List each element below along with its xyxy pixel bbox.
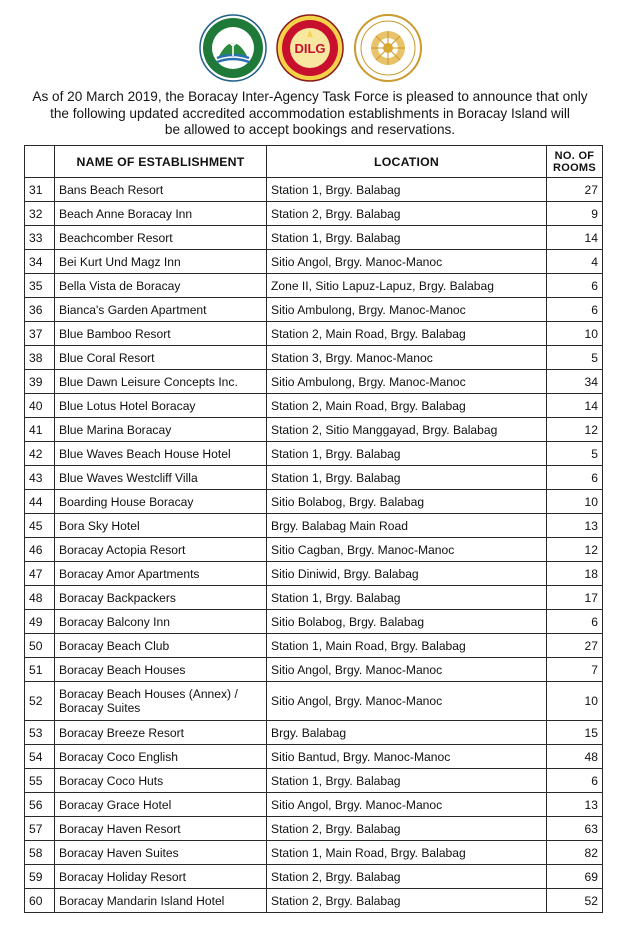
row-number: 59: [25, 865, 55, 889]
establishment-name: Bianca's Garden Apartment: [55, 298, 267, 322]
establishment-name: Blue Lotus Hotel Boracay: [55, 394, 267, 418]
room-count: 6: [547, 298, 603, 322]
table-row: [25, 370, 603, 394]
row-number: 57: [25, 817, 55, 841]
room-count: 5: [547, 346, 603, 370]
row-number: 54: [25, 745, 55, 769]
table-row: [25, 418, 603, 442]
establishment-location: Station 1, Brgy. Balabag: [267, 442, 547, 466]
establishment-location: Station 1, Brgy. Balabag: [267, 769, 547, 793]
table-row: [25, 538, 603, 562]
room-count: 63: [547, 817, 603, 841]
table-row: [25, 634, 603, 658]
establishment-location: Station 2, Sitio Manggayad, Brgy. Balabag: [267, 418, 547, 442]
room-count: 6: [547, 466, 603, 490]
dot-seal-icon: [354, 14, 422, 82]
establishment-name: Boracay Coco English: [55, 745, 267, 769]
room-count: 34: [547, 370, 603, 394]
table-row: [25, 793, 603, 817]
room-count: 13: [547, 514, 603, 538]
establishment-name: Boracay Amor Apartments: [55, 562, 267, 586]
establishment-name: Boracay Actopia Resort: [55, 538, 267, 562]
room-count: 52: [547, 889, 603, 913]
establishment-location: Station 2, Brgy. Balabag: [267, 889, 547, 913]
establishment-location: Station 2, Main Road, Brgy. Balabag: [267, 322, 547, 346]
establishment-location: Station 2, Brgy. Balabag: [267, 865, 547, 889]
row-number: 60: [25, 889, 55, 913]
establishment-location: Zone II, Sitio Lapuz-Lapuz, Brgy. Balabag: [267, 274, 547, 298]
establishment-name: Blue Bamboo Resort: [55, 322, 267, 346]
establishment-location: Station 2, Brgy. Balabag: [267, 817, 547, 841]
room-count: 10: [547, 490, 603, 514]
announcement-line: As of 20 March 2019, the Boracay Inter-Agency Task Force is pleased to announce that only: [32, 89, 588, 104]
establishment-name: Boracay Haven Resort: [55, 817, 267, 841]
establishment-location: Brgy. Balabag: [267, 721, 547, 745]
table-row: [25, 745, 603, 769]
row-number: 56: [25, 793, 55, 817]
row-number: 35: [25, 274, 55, 298]
header-name: NAME OF ESTABLISHMENT: [55, 146, 267, 178]
establishment-location: Station 1, Brgy. Balabag: [267, 466, 547, 490]
establishments-table: [24, 145, 603, 913]
room-count: 82: [547, 841, 603, 865]
establishment-location: Sitio Bolabog, Brgy. Balabag: [267, 610, 547, 634]
row-number: 50: [25, 634, 55, 658]
announcement-text: [14, 89, 606, 139]
room-count: 12: [547, 418, 603, 442]
svg-text:DILG: DILG: [294, 41, 326, 56]
row-number: 43: [25, 466, 55, 490]
row-number: 39: [25, 370, 55, 394]
table-row: [25, 202, 603, 226]
room-count: 69: [547, 865, 603, 889]
row-number: 34: [25, 250, 55, 274]
room-count: 14: [547, 226, 603, 250]
row-number: 42: [25, 442, 55, 466]
establishment-location: Sitio Ambulong, Brgy. Manoc-Manoc: [267, 370, 547, 394]
establishment-name: Blue Dawn Leisure Concepts Inc.: [55, 370, 267, 394]
establishment-name: Bella Vista de Boracay: [55, 274, 267, 298]
establishment-location: Sitio Angol, Brgy. Manoc-Manoc: [267, 793, 547, 817]
establishment-location: Station 1, Main Road, Brgy. Balabag: [267, 634, 547, 658]
row-number: 55: [25, 769, 55, 793]
room-count: 6: [547, 274, 603, 298]
table-row: [25, 721, 603, 745]
row-number: 47: [25, 562, 55, 586]
row-number: 49: [25, 610, 55, 634]
room-count: 4: [547, 250, 603, 274]
room-count: 27: [547, 634, 603, 658]
establishment-location: Station 3, Brgy. Manoc-Manoc: [267, 346, 547, 370]
table-row: [25, 610, 603, 634]
establishment-name: Boracay Coco Huts: [55, 769, 267, 793]
establishment-name: Boracay Breeze Resort: [55, 721, 267, 745]
table-row: [25, 274, 603, 298]
establishment-name: Bora Sky Hotel: [55, 514, 267, 538]
establishment-location: Sitio Cagban, Brgy. Manoc-Manoc: [267, 538, 547, 562]
header-location: LOCATION: [267, 146, 547, 178]
room-count: 48: [547, 745, 603, 769]
table-row: [25, 442, 603, 466]
establishment-location: Station 1, Brgy. Balabag: [267, 586, 547, 610]
dilg-seal-icon: [276, 14, 344, 82]
establishment-location: Sitio Ambulong, Brgy. Manoc-Manoc: [267, 298, 547, 322]
establishment-name: Boracay Holiday Resort: [55, 865, 267, 889]
room-count: 14: [547, 394, 603, 418]
row-number: 46: [25, 538, 55, 562]
room-count: 5: [547, 442, 603, 466]
establishment-location: Station 2, Main Road, Brgy. Balabag: [267, 394, 547, 418]
table-row: [25, 466, 603, 490]
row-number: 36: [25, 298, 55, 322]
room-count: 18: [547, 562, 603, 586]
establishment-name: Boarding House Boracay: [55, 490, 267, 514]
establishment-name: Bei Kurt Und Magz Inn: [55, 250, 267, 274]
table-row: [25, 346, 603, 370]
row-number: 44: [25, 490, 55, 514]
table-row: [25, 178, 603, 202]
table-row: [25, 769, 603, 793]
row-number: 32: [25, 202, 55, 226]
establishment-location: Sitio Bolabog, Brgy. Balabag: [267, 490, 547, 514]
establishment-location: Brgy. Balabag Main Road: [267, 514, 547, 538]
room-count: 7: [547, 658, 603, 682]
row-number: 33: [25, 226, 55, 250]
table-row: [25, 514, 603, 538]
room-count: 6: [547, 610, 603, 634]
announcement-line: the following updated accredited accommodation establishments in Boracay Island will: [50, 105, 570, 121]
room-count: 6: [547, 769, 603, 793]
row-number: 53: [25, 721, 55, 745]
establishment-name: Blue Waves Westcliff Villa: [55, 466, 267, 490]
room-count: 17: [547, 586, 603, 610]
establishment-name: Blue Waves Beach House Hotel: [55, 442, 267, 466]
establishment-name: Blue Marina Boracay: [55, 418, 267, 442]
table-header-row: [25, 146, 603, 178]
establishment-location: Sitio Angol, Brgy. Manoc-Manoc: [267, 658, 547, 682]
establishment-name: Beachcomber Resort: [55, 226, 267, 250]
establishment-name: Bans Beach Resort: [55, 178, 267, 202]
header-number: [25, 146, 55, 178]
table-row: [25, 817, 603, 841]
room-count: 10: [547, 682, 603, 721]
room-count: 13: [547, 793, 603, 817]
row-number: 41: [25, 418, 55, 442]
announcement-line: be allowed to accept bookings and reservations.: [164, 122, 456, 137]
establishment-name: Boracay Mandarin Island Hotel: [55, 889, 267, 913]
row-number: 40: [25, 394, 55, 418]
table-row: [25, 865, 603, 889]
table-row: [25, 490, 603, 514]
establishment-name: Beach Anne Boracay Inn: [55, 202, 267, 226]
table-row: [25, 841, 603, 865]
establishment-name: Boracay Grace Hotel: [55, 793, 267, 817]
establishment-location: Station 1, Main Road, Brgy. Balabag: [267, 841, 547, 865]
establishment-location: Station 1, Brgy. Balabag: [267, 178, 547, 202]
establishment-location: Station 1, Brgy. Balabag: [267, 226, 547, 250]
establishment-name: Blue Coral Resort: [55, 346, 267, 370]
row-number: 45: [25, 514, 55, 538]
row-number: 51: [25, 658, 55, 682]
room-count: 27: [547, 178, 603, 202]
logo-strip: [0, 14, 620, 86]
denr-seal-icon: [199, 14, 267, 82]
table-row: [25, 394, 603, 418]
row-number: 48: [25, 586, 55, 610]
establishment-name: Boracay Beach Houses (Annex) / Boracay Suites: [55, 682, 267, 721]
table-row: [25, 322, 603, 346]
table-row: [25, 586, 603, 610]
table-row: [25, 250, 603, 274]
table-row: [25, 298, 603, 322]
establishment-location: Sitio Angol, Brgy. Manoc-Manoc: [267, 682, 547, 721]
establishment-name: Boracay Balcony Inn: [55, 610, 267, 634]
room-count: 9: [547, 202, 603, 226]
row-number: 31: [25, 178, 55, 202]
establishment-location: Station 2, Brgy. Balabag: [267, 202, 547, 226]
table-row: [25, 562, 603, 586]
establishment-location: Sitio Diniwid, Brgy. Balabag: [267, 562, 547, 586]
row-number: 58: [25, 841, 55, 865]
table-row: [25, 658, 603, 682]
row-number: 37: [25, 322, 55, 346]
header-rooms: NO. OF ROOMS: [547, 146, 603, 178]
establishment-location: Sitio Bantud, Brgy. Manoc-Manoc: [267, 745, 547, 769]
establishment-name: Boracay Backpackers: [55, 586, 267, 610]
establishment-name: Boracay Haven Suites: [55, 841, 267, 865]
establishment-name: Boracay Beach Houses: [55, 658, 267, 682]
establishment-location: Sitio Angol, Brgy. Manoc-Manoc: [267, 250, 547, 274]
table-row: [25, 682, 603, 721]
row-number: 52: [25, 682, 55, 721]
room-count: 12: [547, 538, 603, 562]
table-row: [25, 889, 603, 913]
room-count: 15: [547, 721, 603, 745]
establishment-name: Boracay Beach Club: [55, 634, 267, 658]
table-row: [25, 226, 603, 250]
room-count: 10: [547, 322, 603, 346]
row-number: 38: [25, 346, 55, 370]
